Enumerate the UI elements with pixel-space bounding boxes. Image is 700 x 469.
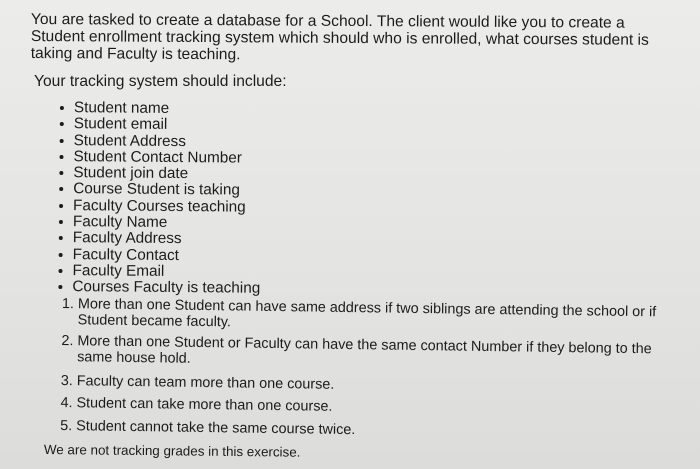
bullet-text: Faculty Address [72,229,182,248]
rule-text: More than one Student can have same address if two siblings are attending the school or if Student became faculty. [77,296,657,331]
bullet-text: Courses Faculty is teaching [72,278,261,298]
rule-number: 2. [61,332,74,350]
bullet-text: Faculty Name [72,213,168,232]
bullet-dot-icon [59,155,63,159]
rule-number: 3. [60,372,73,390]
bullet-text: Student Address [73,131,186,150]
bullet-dot-icon [59,204,63,208]
bullet-dot-icon [59,220,63,224]
bullet-dot-icon [59,253,63,257]
bullet-text: Student Contact Number [73,148,242,167]
rule-number: 5. [60,417,73,435]
bullet-dot-icon [58,285,62,289]
bullet-dot-icon [59,187,63,191]
rule-text: More than one Student or Faculty can have the same contact Number if they belong to the same house hold. [77,333,652,367]
bullet-dot-icon [60,139,64,143]
rule-item [60,418,670,443]
bullet-text: Faculty Email [72,262,165,280]
rule-number: 1. [61,296,75,313]
rule-text: Student cannot take the same course twice. [76,418,356,439]
bullet-dot-icon [59,171,63,175]
bullet-text: Student email [73,115,168,134]
rule-text: Faculty can team more than one course. [76,373,335,393]
bullet-dot-icon [58,269,62,273]
rule-item [62,296,672,337]
rule-number: 4. [60,394,73,412]
bullet-dot-icon [60,122,64,126]
requirements-heading: Your tracking system should include: [34,73,287,90]
rule-item [61,373,671,398]
rule-text: Student can take more than one course. [76,395,333,415]
rules-numbered-list [60,296,672,443]
bullet-text: Student name [73,99,170,117]
rule-item [60,395,670,420]
bullet-text: Faculty Courses teaching [73,196,246,216]
bullet-text: Course Student is taking [73,180,240,200]
requirements-bullet-list [58,100,262,297]
bullet-dot-icon [60,106,64,110]
bullet-text: Faculty Contact [72,245,180,264]
bullet-text: Student join date [73,164,189,183]
intro-paragraph: You are tasked to create a database for a School. The client would like you to create a Student enrollment tracking system which should who is enrolled, what courses student is taking and Faculty is teaching. [30,11,649,64]
bullet-dot-icon [59,236,63,240]
rule-item [61,333,671,374]
footer-note: We are not tracking grades in this exercise. [43,442,301,460]
bullet-item [58,279,260,297]
